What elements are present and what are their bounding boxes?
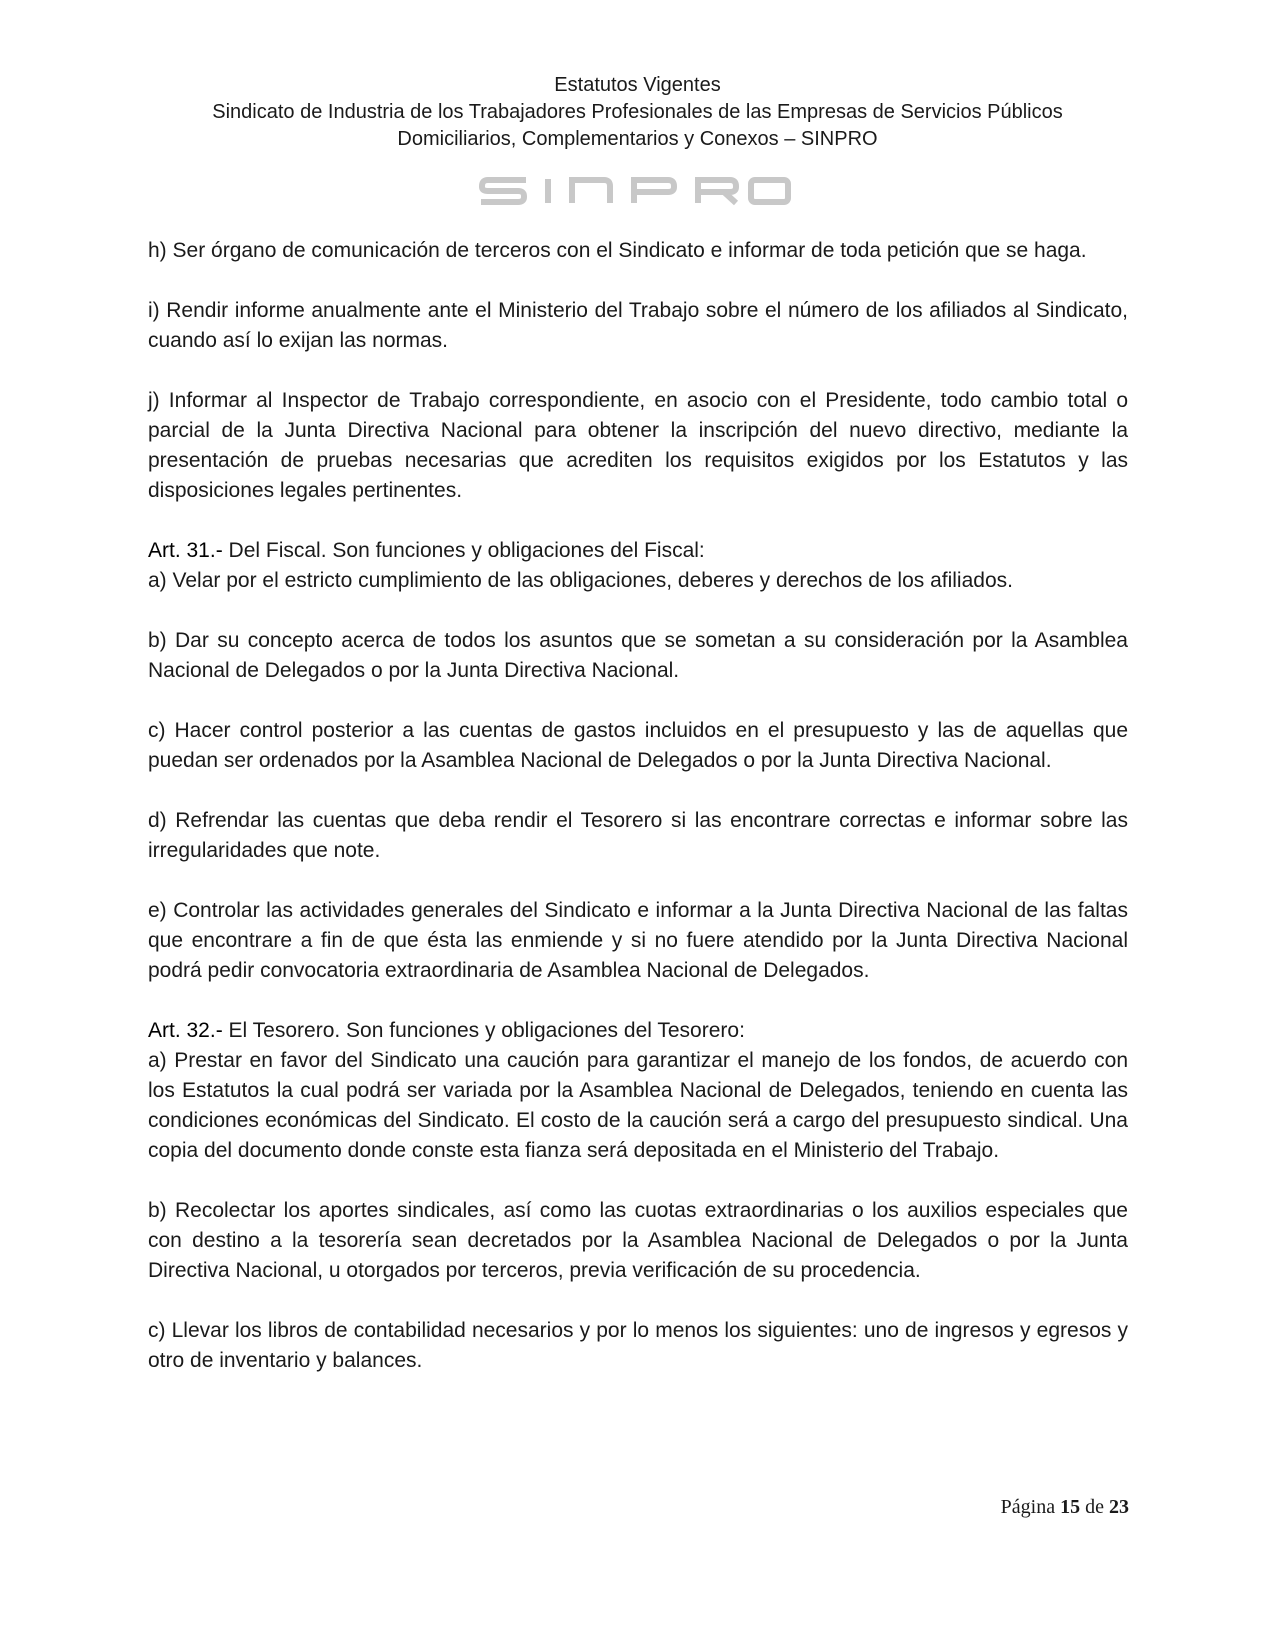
- page-header: [0, 72, 1275, 153]
- article-31-item-a: a) Velar por el estricto cumplimiento de las obligaciones, deberes y derechos de los afiliados.: [148, 569, 1013, 592]
- paragraph-item-j: j) Informar al Inspector de Trabajo correspondiente, en asocio con el Presidente, todo cambio total o parcial de la Junta Directiva Nacional para obtener la inscripción del nuevo directivo, mediante la presentación de pruebas necesarias que acrediten los requisitos exigidos por los Estatutos y las disposiciones legales pertinentes.: [148, 389, 1128, 502]
- page-number: 15: [1060, 1496, 1081, 1518]
- header-title: Estatutos Vigentes: [554, 74, 721, 96]
- sinpro-logo: [478, 176, 792, 206]
- article-32-heading: [148, 1016, 1128, 1046]
- article-32-item-c: c) Llevar los libros de contabilidad necesarios y por lo menos los siguientes: uno de ingresos y egresos y otro de inventario y balances.: [148, 1319, 1128, 1372]
- of-word: de: [1085, 1496, 1104, 1518]
- article-32-item-b: b) Recolectar los aportes sindicales, así como las cuotas extraordinarias o los auxilios especiales que con destino a la tesorería sean decretados por la Asamblea Nacional de Delegados o por la Junta Directiva Nacional, u otorgados por terceros, previa verificación de su procedencia.: [148, 1199, 1128, 1282]
- article-31-item-d: d) Refrendar las cuentas que deba rendir el Tesorero si las encontrare correctas e informar sobre las irregularidades que note.: [148, 809, 1128, 862]
- article-31-number: Art. 31.-: [148, 539, 223, 562]
- article-31-item-b: b) Dar su concepto acerca de todos los asuntos que se sometan a su consideración por la Asamblea Nacional de Delegados o por la Junta Directiva Nacional.: [148, 629, 1128, 682]
- page-word: Página: [1000, 1496, 1056, 1518]
- paragraph-item-h: h) Ser órgano de comunicación de terceros con el Sindicato e informar de toda petición que se haga.: [148, 239, 1087, 262]
- header-org-name-cont: Domiciliarios, Complementarios y Conexos – SINPRO: [397, 128, 878, 150]
- article-32-title: El Tesorero. Son funciones y obligaciones del Tesorero:: [222, 1019, 745, 1042]
- page-footer: [1001, 1496, 1129, 1519]
- article-32-item-a: a) Prestar en favor del Sindicato una caución para garantizar el manejo de los fondos, de acuerdo con los Estatutos la cual podrá ser variada por la Asamblea Nacional de Delegados, teniendo en cuenta las condiciones económicas del Sindicato. El costo de la caución será a cargo del presupuesto sindical. Una copia del documento donde conste esta fianza será depositada en el Ministerio del Trabajo.: [148, 1049, 1128, 1162]
- article-32-number: Art. 32.-: [148, 1019, 223, 1042]
- document-body: [148, 236, 1128, 1406]
- article-31-item-c: c) Hacer control posterior a las cuentas de gastos incluidos en el presupuesto y las de aquellas que puedan ser ordenados por la Asamblea Nacional de Delegados o por la Junta Directiva Nacional.: [148, 719, 1128, 772]
- header-org-name: Sindicato de Industria de los Trabajadores Profesionales de las Empresas de Servicios Públicos: [212, 101, 1063, 123]
- total-pages: 23: [1109, 1496, 1129, 1518]
- article-31-heading: [148, 536, 1128, 566]
- paragraph-item-i: i) Rendir informe anualmente ante el Ministerio del Trabajo sobre el número de los afiliados al Sindicato, cuando así lo exijan las normas.: [148, 299, 1128, 352]
- article-31-title: Del Fiscal. Son funciones y obligaciones del Fiscal:: [222, 539, 705, 562]
- article-31-item-e: e) Controlar las actividades generales del Sindicato e informar a la Junta Directiva Nacional de las faltas que encontrare a fin de que ésta las enmiende y si no fuere atendido por la Junta Directiva Nacional podrá pedir convocatoria extraordinaria de Asamblea Nacional de Delegados.: [148, 899, 1128, 982]
